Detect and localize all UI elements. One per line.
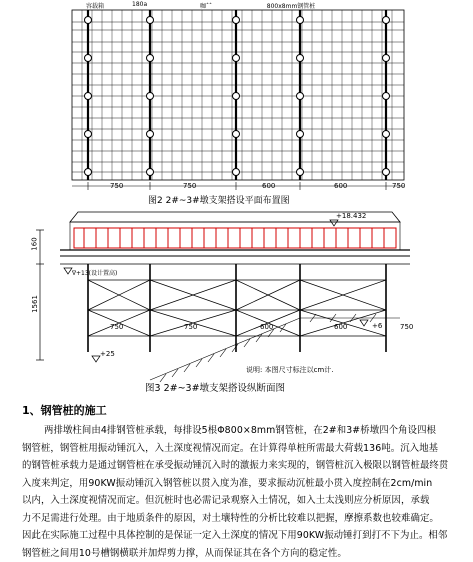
plan-dim-2: 750 [183, 182, 196, 190]
section-heading: 1、钢管桩的施工 [22, 402, 107, 418]
elevation-top: +18.432 [336, 212, 366, 220]
paragraph-line: 入度来判定，用90KW振动锤沉入钢管桩以贯入度为准，要求振动沉桩最小贯入度控制在2cm/min [22, 475, 462, 493]
plan-dim-3: 600 [262, 182, 275, 190]
paragraph-line: 两排墩柱间由4排钢管桩承载，每排设5根Φ800×8mm钢管桩，在2#和3#桥墩四个角设四根 [22, 422, 462, 440]
span-dim-5: 750 [400, 323, 413, 331]
formwork-blocks [74, 228, 396, 248]
paragraph-line: 因此在实际施工过程中具体控制的是保证一定入土深度的情况下用90KW振动锤打到打不下为止。相邻 [22, 527, 462, 545]
plan-dim-1: 750 [110, 182, 123, 190]
plan-label-beam: 180a [132, 1, 147, 8]
paragraph-line: 以内，入土深度视情况而定。但沉桩时也必需记录观察入土情况，如入土太浅则应分析原因，承载 [22, 492, 462, 510]
figure-3-caption: 图3 2#~3#墩支架搭设纵断面图 [145, 380, 285, 394]
elevation-left: ∇+13(设计置高) [72, 268, 117, 277]
span-dim-3: 600 [260, 323, 273, 331]
plan-label-i-beam: 咖ˆˆ [200, 1, 217, 10]
paragraph-line: 力不足需进行处理。由于地质条件的原因，对土壤特性的分析比较难以把握，摩擦系数也较难确定。 [22, 510, 462, 528]
elevation-view [36, 212, 410, 360]
span-dim-4: 600 [334, 323, 347, 331]
pile-bracing [88, 264, 386, 352]
plan-dim-5: 750 [392, 182, 405, 190]
section-paragraph [22, 422, 462, 562]
elevation-ground: +25 [100, 350, 115, 358]
plan-dim-4: 600 [334, 182, 347, 190]
span-dim-1: 750 [110, 323, 123, 331]
paragraph-line: 钢管桩之间用10号槽钢横联并加焊剪力撑，从而保证其在各个方向的稳定性。 [22, 545, 462, 562]
plan-label-container: 容载箱 [86, 1, 104, 10]
side-dim-bottom: 1561 [31, 295, 39, 313]
paragraph-line: 钢管桩，钢管桩用振动锤沉入，入土深度视情况而定。在计算得单桩所需最大荷载136吨。沉入地基 [22, 440, 462, 458]
span-dim-2: 750 [184, 323, 197, 331]
plan-label-pile: 800x8mm钢管桩 [262, 1, 315, 10]
figure-2-caption: 图2 2#~3#墩支架搭设平面布置图 [148, 193, 290, 206]
elevation-water: +6 [372, 322, 382, 330]
drawing-note: 说明: 本图尺寸标注以cm计. [246, 365, 333, 375]
paragraph-line: 的钢管桩承载力是通过钢管桩在承受振动锤沉入时的激振力来实现的，钢管桩沉入极限以钢管桩最终贯 [22, 457, 462, 475]
side-dim-top: 160 [31, 237, 39, 250]
